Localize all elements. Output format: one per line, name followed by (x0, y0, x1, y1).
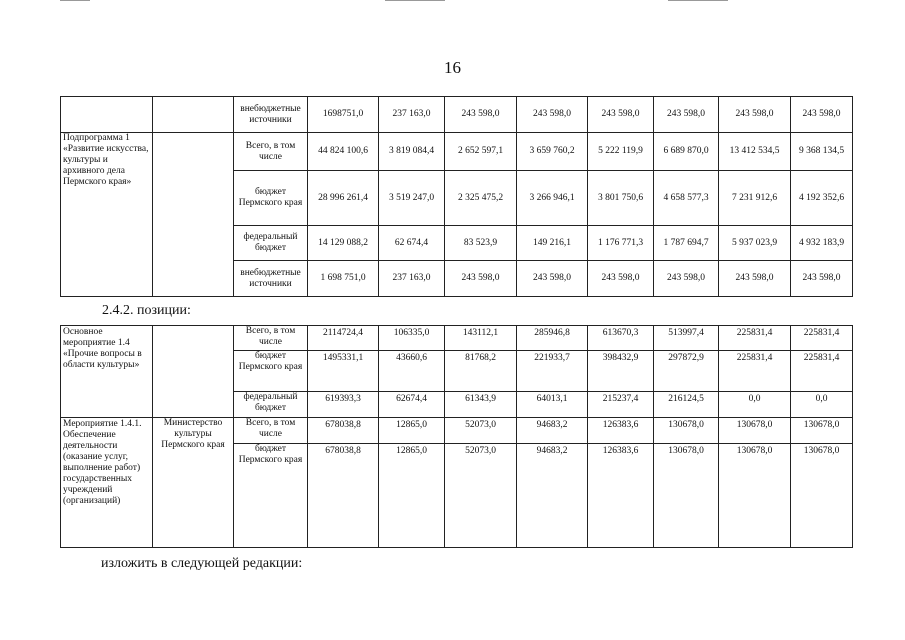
value-cell: 94683,2 (517, 444, 588, 548)
value-cell: 81768,2 (445, 351, 517, 392)
source-cell: Всего, в том числе (234, 326, 308, 351)
value-cell: 243 598,0 (445, 97, 517, 133)
value-cell: 215237,4 (588, 392, 654, 418)
value-cell: 130678,0 (719, 444, 791, 548)
instruction-text: изложить в следующей редакции: (101, 556, 303, 571)
value-cell: 3 801 750,6 (588, 171, 654, 226)
value-cell: 7 231 912,6 (719, 171, 791, 226)
value-cell: 62 674,4 (379, 226, 445, 261)
value-cell: 126383,6 (588, 418, 654, 444)
page-number: 16 (444, 58, 461, 77)
table-row (61, 133, 853, 171)
value-cell: 1495331,1 (308, 351, 379, 392)
activity-table (60, 325, 853, 548)
value-cell: 237 163,0 (379, 261, 445, 297)
value-cell: 130678,0 (791, 444, 853, 548)
value-cell: 62674,4 (379, 392, 445, 418)
value-cell: 216124,5 (654, 392, 719, 418)
value-cell: 243 598,0 (654, 97, 719, 133)
value-cell: 243 598,0 (791, 97, 853, 133)
value-cell: 243 598,0 (719, 97, 791, 133)
value-cell: 130678,0 (654, 418, 719, 444)
value-cell: 243 598,0 (719, 261, 791, 297)
value-cell: 2114724,4 (308, 326, 379, 351)
executor-cell (153, 326, 234, 418)
value-cell: 0,0 (791, 392, 853, 418)
value-cell: 5 937 023,9 (719, 226, 791, 261)
value-cell: 1 698 751,0 (308, 261, 379, 297)
value-cell: 1 176 771,3 (588, 226, 654, 261)
value-cell: 297872,9 (654, 351, 719, 392)
value-cell: 225831,4 (791, 351, 853, 392)
value-cell: 398432,9 (588, 351, 654, 392)
top-edge-mark (385, 0, 445, 1)
value-cell: 94683,2 (517, 418, 588, 444)
value-cell: 225831,4 (719, 326, 791, 351)
value-cell: 143112,1 (445, 326, 517, 351)
value-cell: 126383,6 (588, 444, 654, 548)
source-cell: бюджет Пермского края (234, 351, 308, 392)
executor-cell (153, 97, 234, 133)
value-cell: 130678,0 (719, 418, 791, 444)
program-cell (61, 97, 153, 133)
source-cell: федеральный бюджет (234, 392, 308, 418)
value-cell: 130678,0 (654, 444, 719, 548)
value-cell: 5 222 119,9 (588, 133, 654, 171)
subprogram-name: Подпрограмма 1 «Развитие искусства, культуры и архивного дела Пермского края» (61, 133, 153, 297)
value-cell: 619393,3 (308, 392, 379, 418)
value-cell: 243 598,0 (654, 261, 719, 297)
value-cell: 4 658 577,3 (654, 171, 719, 226)
value-cell: 285946,8 (517, 326, 588, 351)
value-cell: 1698751,0 (308, 97, 379, 133)
source-cell: бюджет Пермского края (234, 171, 308, 226)
value-cell: 3 266 946,1 (517, 171, 588, 226)
value-cell: 61343,9 (445, 392, 517, 418)
value-cell: 0,0 (719, 392, 791, 418)
value-cell: 52073,0 (445, 418, 517, 444)
value-cell: 43660,6 (379, 351, 445, 392)
executor-cell (153, 133, 234, 297)
value-cell: 243 598,0 (517, 261, 588, 297)
table-row (61, 418, 853, 444)
value-cell: 6 689 870,0 (654, 133, 719, 171)
source-cell: Всего, в том числе (234, 418, 308, 444)
value-cell: 4 192 352,6 (791, 171, 853, 226)
value-cell: 243 598,0 (517, 97, 588, 133)
source-cell: внебюджетные источники (234, 97, 308, 133)
value-cell: 3 659 760,2 (517, 133, 588, 171)
value-cell: 52073,0 (445, 444, 517, 548)
value-cell: 243 598,0 (588, 261, 654, 297)
value-cell: 12865,0 (379, 444, 445, 548)
activity-name: Мероприятие 1.4.1. Обеспечение деятельности (оказание услуг, выполнение работ) государственных учреждений (организаций) (61, 418, 153, 548)
source-cell: внебюджетные источники (234, 261, 308, 297)
value-cell: 237 163,0 (379, 97, 445, 133)
source-cell: федеральный бюджет (234, 226, 308, 261)
value-cell: 64013,1 (517, 392, 588, 418)
value-cell: 2 325 475,2 (445, 171, 517, 226)
section-heading: 2.4.2. позиции: (102, 303, 191, 318)
value-cell: 221933,7 (517, 351, 588, 392)
value-cell: 513997,4 (654, 326, 719, 351)
value-cell: 3 519 247,0 (379, 171, 445, 226)
value-cell: 28 996 261,4 (308, 171, 379, 226)
value-cell: 243 598,0 (588, 97, 654, 133)
top-edge-mark (668, 0, 728, 1)
source-cell: бюджет Пермского края (234, 444, 308, 548)
value-cell: 130678,0 (791, 418, 853, 444)
value-cell: 678038,8 (308, 444, 379, 548)
value-cell: 3 819 084,4 (379, 133, 445, 171)
value-cell: 83 523,9 (445, 226, 517, 261)
value-cell: 13 412 534,5 (719, 133, 791, 171)
subprogram-table (60, 96, 853, 297)
value-cell: 225831,4 (719, 351, 791, 392)
value-cell: 613670,3 (588, 326, 654, 351)
executor-cell: Министерство культуры Пермского края (153, 418, 234, 548)
top-edge-mark (60, 0, 90, 1)
value-cell: 1 787 694,7 (654, 226, 719, 261)
value-cell: 44 824 100,6 (308, 133, 379, 171)
value-cell: 149 216,1 (517, 226, 588, 261)
table-row (61, 97, 853, 133)
value-cell: 225831,4 (791, 326, 853, 351)
table-row (61, 326, 853, 351)
value-cell: 14 129 088,2 (308, 226, 379, 261)
value-cell: 106335,0 (379, 326, 445, 351)
value-cell: 2 652 597,1 (445, 133, 517, 171)
source-cell: Всего, в том числе (234, 133, 308, 171)
main-activity-name: Основное мероприятие 1.4 «Прочие вопросы в области культуры» (61, 326, 153, 418)
value-cell: 9 368 134,5 (791, 133, 853, 171)
value-cell: 243 598,0 (445, 261, 517, 297)
value-cell: 678038,8 (308, 418, 379, 444)
value-cell: 4 932 183,9 (791, 226, 853, 261)
value-cell: 12865,0 (379, 418, 445, 444)
value-cell: 243 598,0 (791, 261, 853, 297)
